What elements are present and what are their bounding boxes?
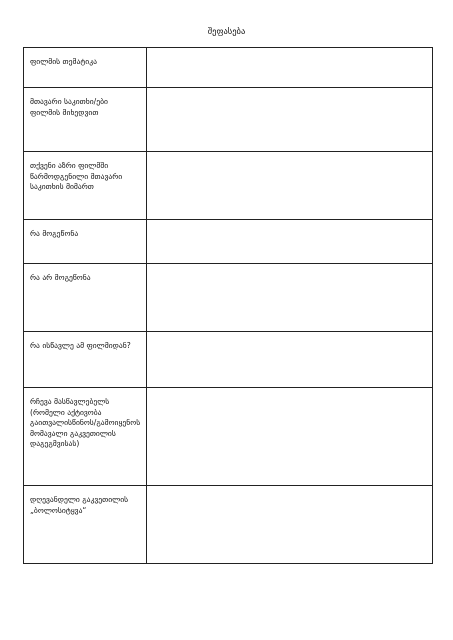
- row-label: დღევანდელი გაკვეთილის „ბოლოსიტყვა“: [30, 495, 129, 515]
- row-label: ფილმის თემატიკა: [30, 57, 97, 66]
- answer-cell[interactable]: [147, 220, 433, 264]
- table-row: [24, 220, 433, 264]
- table-row: [24, 264, 433, 332]
- answer-cell[interactable]: [147, 486, 433, 564]
- table-row: [24, 332, 433, 388]
- answer-cell[interactable]: [147, 152, 433, 220]
- row-label: რა ისწავლე ამ ფილმიდან?: [30, 341, 131, 350]
- answer-cell[interactable]: [147, 88, 433, 152]
- row-label: რა მოგეწონა: [30, 229, 79, 238]
- answer-cell[interactable]: [147, 264, 433, 332]
- answer-cell[interactable]: [147, 332, 433, 388]
- table-row: [24, 388, 433, 486]
- row-label: თქვენი აზრი ფილმში წარმოდგენილი მთავარი საკითხის მიმართ: [30, 161, 123, 191]
- row-label-cell: [24, 220, 147, 264]
- row-label-cell: [24, 332, 147, 388]
- row-label-cell: [24, 486, 147, 564]
- answer-cell[interactable]: [147, 48, 433, 88]
- row-label-cell: [24, 264, 147, 332]
- row-label: მთავარი საკითხი/ები ფილმის მიხედვით: [30, 97, 108, 117]
- row-label-cell: [24, 152, 147, 220]
- evaluation-table: [23, 47, 433, 564]
- row-label-cell: [24, 388, 147, 486]
- table-row: [24, 152, 433, 220]
- row-label-cell: [24, 88, 147, 152]
- row-label: რა არ მოგეწონა: [30, 273, 91, 282]
- answer-cell[interactable]: [147, 388, 433, 486]
- row-label: რჩევა მასწავლებელს (რომელი აქტივობა გაითვალისწინოს/გამოიყენოს მომავალი გაკვეთილის დაგეგმვისას): [30, 397, 141, 448]
- table-row: [24, 48, 433, 88]
- page-title: შეფასება: [207, 27, 246, 37]
- row-label-cell: [24, 48, 147, 88]
- table-row: [24, 88, 433, 152]
- table-row: [24, 486, 433, 564]
